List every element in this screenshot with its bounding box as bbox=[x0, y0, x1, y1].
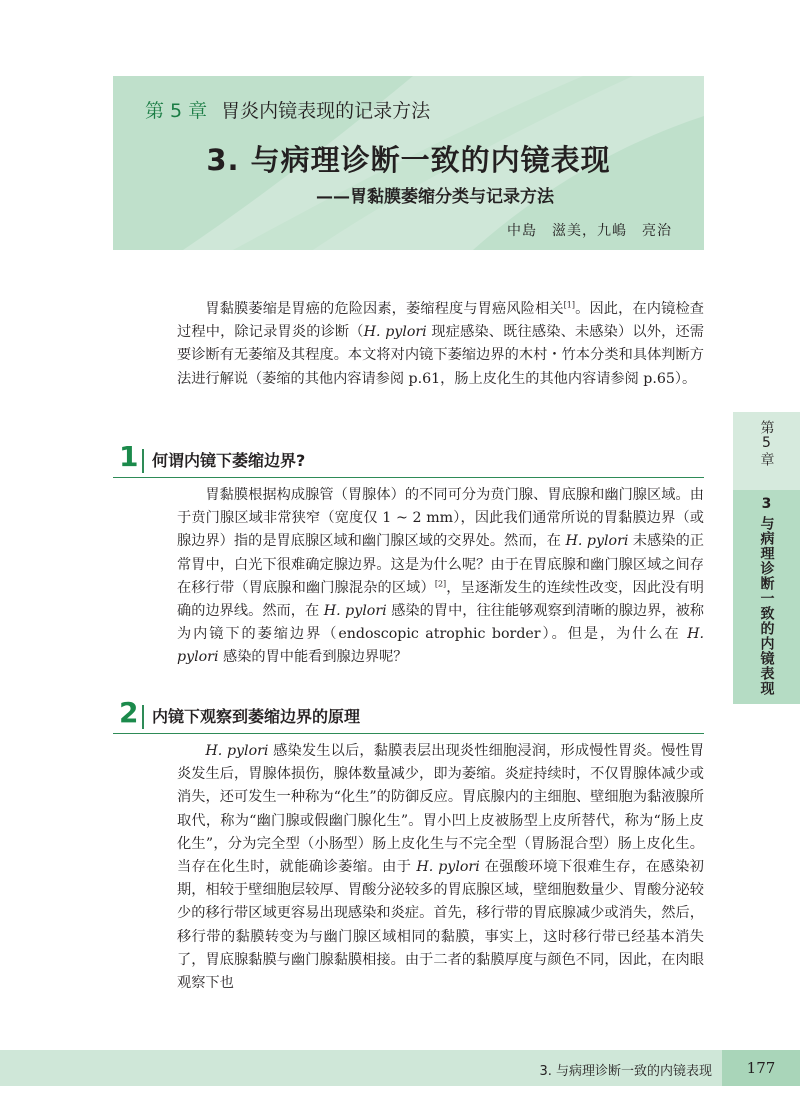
hpylori-term: H. pylori bbox=[363, 324, 427, 341]
page-number: 177 bbox=[722, 1050, 800, 1086]
section-1-title: 何谓内镜下萎缩边界? bbox=[152, 451, 306, 470]
running-footer-title: 3. 与病理诊断一致的内镜表现 bbox=[539, 1064, 712, 1079]
side-tab-section-number: 3 bbox=[761, 496, 772, 512]
section-2-heading bbox=[113, 696, 704, 734]
side-tab-chapter-label: 第5章 bbox=[758, 420, 775, 467]
hpylori-term: H. pylori bbox=[416, 859, 480, 876]
s2-text-1: 感染发生以后，黏膜表层出现炎性细胞浸润，形成慢性胃炎。慢性胃炎发生后，胃腺体损伤，腺体数量减少，即为萎缩。炎症持续时，不仅胃腺体减少或消失，还可发生一种称为“化生”的防御反应。胃底腺内的主细胞、壁细胞为黏液腺所取代，称为“幽门腺或假幽门腺化生”。胃小凹上皮被肠型上皮所替代，称为“肠上皮化生”，分为完全型（小肠型）肠上皮化生与不完全型（胃肠混合型）肠上皮化生。当存在化生时，就能确诊萎缩。由于 bbox=[177, 743, 705, 876]
authors: 中島 滋美，九嶋 亮治 bbox=[507, 223, 672, 239]
section-2-title: 内镜下观察到萎缩边界的原理 bbox=[152, 707, 361, 726]
intro-text-3: 现症感染、既往感染、未感染）以外，还需要诊断有无萎缩及其程度。本文将对内镜下萎缩边界的木村・竹本分类和具体判断方法进行解说（萎缩的其他内容请参阅 p.61，肠上皮化生的其他内容请参阅 p.65）。 bbox=[177, 324, 704, 387]
section-1-number: 1 bbox=[119, 440, 139, 473]
article-subtitle: ——胃黏膜萎缩分类与记录方法 bbox=[316, 187, 554, 207]
s1-text-2: 未感染的正常胃中，白光下很难确定腺边界。这是为什么呢？由于在胃底腺和幽门腺区域之间存在移行带（胃底腺和幽门腺混杂的区域） bbox=[177, 533, 704, 596]
s1-text-4: 感染的胃中，往往能够观察到清晰的腺边界，被称为内镜下的萎缩边界（endoscopic atrophic border）。但是，为什么在 bbox=[177, 603, 704, 643]
intro-paragraph bbox=[177, 298, 704, 391]
hpylori-term: H. pylori bbox=[205, 743, 269, 759]
reference-1: [1] bbox=[563, 300, 575, 310]
chapter-number: 第 5 章 bbox=[145, 100, 208, 122]
section-divider bbox=[142, 705, 144, 729]
s1-text-3: ，呈逐渐发生的连续性改变，因此没有明确的边界线。然而，在 bbox=[177, 579, 704, 620]
section-1-paragraph bbox=[177, 484, 704, 670]
section-1-heading bbox=[113, 440, 704, 478]
s1-text-5: 感染的胃中能看到腺边界呢？ bbox=[218, 649, 408, 666]
intro-text-2: 。因此，在内镜检查过程中，除记录胃炎的诊断（ bbox=[177, 301, 704, 341]
reference-2: [2] bbox=[434, 579, 447, 589]
s1-text-1: 胃黏膜根据构成腺管（胃腺体）的不同可分为贲门腺、胃底腺和幽门腺区域。由于贲门腺区域非常狭窄（宽度仅 1 ~ 2 mm），因此我们通常所说的胃黏膜边界（或腺边界）指的是胃底腺区域和幽门腺区域的交界处。然而，在 bbox=[177, 487, 704, 550]
section-2-number: 2 bbox=[119, 696, 139, 729]
page-footer bbox=[0, 1050, 800, 1086]
hpylori-term: H. pylori bbox=[565, 533, 629, 550]
chapter-line bbox=[145, 96, 430, 123]
s2-text-2: 在强酸环境下很难生存，在感染初期，相较于壁细胞层较厚、胃酸分泌较多的胃底腺区域，壁细胞数量少、胃酸分泌较少的移行带区域更容易出现感染和炎症。首先，移行带的胃底腺减少或消失，然后，移行带的黏膜转变为与幽门腺区域相同的黏膜，事实上，这时移行带已经基本消失了，胃底腺黏膜与幽门腺黏膜相接。由于二者的黏膜厚度与颜色不同，因此，在肉眼观察下也 bbox=[177, 859, 704, 992]
hpylori-term: H. pylori bbox=[177, 626, 704, 666]
article-title: 3. 与病理诊断一致的内镜表现 bbox=[206, 143, 611, 177]
section-divider bbox=[142, 449, 144, 473]
side-tab-chapter bbox=[733, 412, 800, 490]
hpylori-term: H. pylori bbox=[323, 603, 387, 620]
section-2-paragraph bbox=[177, 740, 704, 995]
side-tab-section bbox=[733, 490, 800, 704]
chapter-title: 胃炎内镜表现的记录方法 bbox=[221, 100, 431, 122]
side-tab-section-title: 与病理诊断一致的内镜表现 bbox=[758, 516, 775, 696]
chapter-header bbox=[113, 76, 704, 250]
intro-text-1: 胃黏膜萎缩是胃癌的危险因素，萎缩程度与胃癌风险相关 bbox=[205, 301, 564, 317]
